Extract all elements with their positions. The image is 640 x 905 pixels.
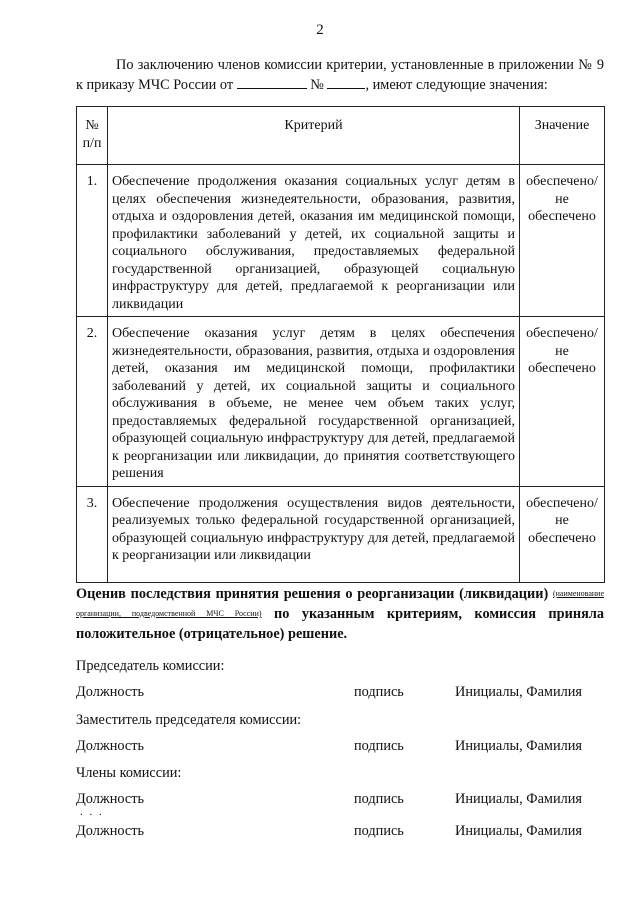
deputy-position: Должность	[76, 738, 144, 754]
deputy-name: Инициалы, Фамилия	[455, 738, 582, 754]
member-name: Инициалы, Фамилия	[455, 791, 582, 807]
row-criterion: Обеспечение оказания услуг детям в целях обеспечения жизнедеятельности, образования, развития, отдыха и оздоровления детей, оказания им медицинской помощи, профилактики заболеваний у детей, их социальной защиты и социального обслуживания в объеме, не менее чем объем таких услуг, предоставляемых федеральной государственной организацией, образующей социальную инфраструктуру для детей, предлагаемой к реорганизации или ликвидации, до принятия соответствующего решения	[108, 317, 520, 487]
members-label: Члены комиссии:	[76, 765, 182, 781]
order-number-blank	[327, 75, 365, 89]
table-row	[77, 486, 605, 582]
conclusion-text-2: по указанным критериям, комиссия приняла положительное (отрицательное) решение.	[76, 606, 604, 642]
table-row	[77, 317, 605, 487]
conclusion-paragraph	[76, 584, 604, 644]
row-value: обеспечено/ не обеспечено	[520, 165, 605, 317]
members-ellipsis: . . .	[80, 806, 104, 818]
member-name-last: Инициалы, Фамилия	[455, 823, 582, 839]
organization-name-note: (наименование организации, подведомственной МЧС России)	[76, 589, 604, 618]
chairman-position: Должность	[76, 684, 144, 700]
intro-text-1: По заключению членов комиссии критерии, установленные в приложении № 9 к приказу МЧС России от	[76, 57, 604, 93]
member-signature: подпись	[354, 791, 404, 807]
chairman-signature: подпись	[354, 684, 404, 700]
conclusion-text-1: Оценив последствия принятия решения о реорганизации (ликвидации)	[76, 586, 553, 602]
member-position-last: Должность	[76, 823, 144, 839]
deputy-signature: подпись	[354, 738, 404, 754]
header-num: № п/п	[77, 107, 108, 165]
order-date-blank	[237, 75, 307, 89]
page-number: 2	[316, 22, 324, 38]
member-signature-last: подпись	[354, 823, 404, 839]
criteria-table	[76, 106, 605, 583]
header-value: Значение	[520, 107, 605, 165]
row-num: 2.	[77, 317, 108, 487]
row-num: 1.	[77, 165, 108, 317]
intro-paragraph	[76, 56, 604, 95]
row-num: 3.	[77, 486, 108, 582]
row-criterion: Обеспечение продолжения оказания социальных услуг детям в целях обеспечения жизнедеятельности, образования, развития, отдыха и оздоровления детей, оказания им медицинской помощи, профилактики заболеваний у детей, их социальной защиты и социального обслуживания, предоставляемых федеральной государственной организацией, образующей социальную инфраструктуру для детей, предлагаемой к реорганизации или ликвидации	[108, 165, 520, 317]
chairman-label: Председатель комиссии:	[76, 658, 225, 674]
row-value: обеспечено/ не обеспечено	[520, 486, 605, 582]
intro-text-2: №	[306, 77, 328, 93]
row-value: обеспечено/ не обеспечено	[520, 317, 605, 487]
header-criterion: Критерий	[108, 107, 520, 165]
deputy-label: Заместитель председателя комиссии:	[76, 712, 302, 728]
member-position: Должность	[76, 791, 144, 807]
table-row	[77, 165, 605, 317]
table-header-row	[77, 107, 605, 165]
chairman-name: Инициалы, Фамилия	[455, 684, 582, 700]
intro-text-3: , имеют следующие значения:	[365, 77, 548, 93]
row-criterion: Обеспечение продолжения осуществления видов деятельности, реализуемых только федеральной государственной организацией, образующей социальную инфраструктуру для детей, предлагаемой к реорганизации или ликвидации	[108, 486, 520, 582]
